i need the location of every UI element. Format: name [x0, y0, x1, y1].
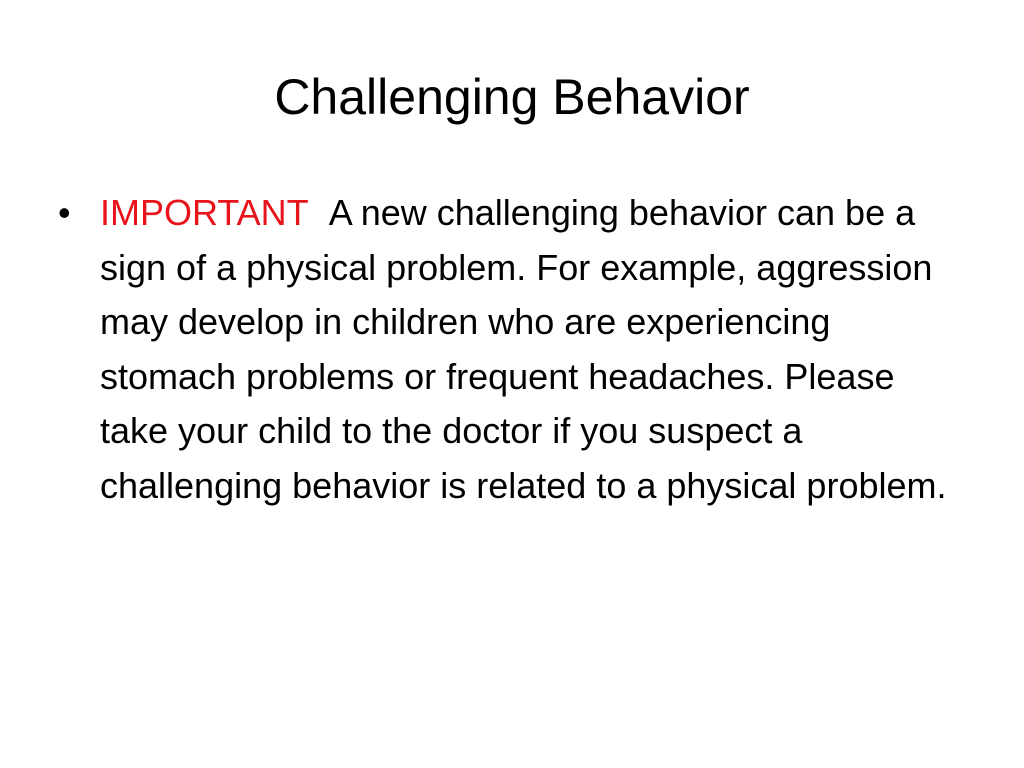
bullet-text: A new challenging behavior can be a sign of a physical problem. For example, aggression may develop in children who are experiencing stomach problems or frequent headaches. Please take your child to the doctor if you suspect a challenging behavior is related to a physical problem. — [100, 192, 947, 506]
bullet-list — [0, 186, 1024, 513]
slide-title: Challenging Behavior — [274, 69, 750, 125]
important-label: IMPORTANT — [100, 192, 309, 233]
bullet-marker: • — [58, 192, 71, 233]
bullet-item — [0, 186, 1024, 513]
